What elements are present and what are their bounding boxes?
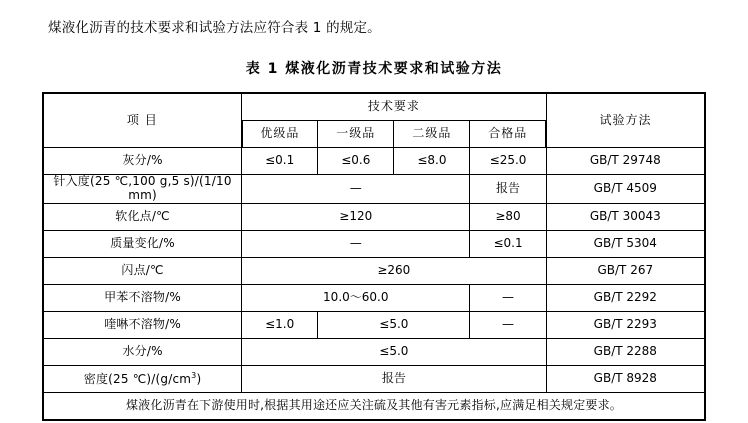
row-value-cell: — [242, 175, 470, 204]
row-test-method: GB/T 2288 [546, 338, 705, 365]
row-test-method: GB/T 4509 [546, 175, 705, 204]
row-test-method: GB/T 2293 [546, 311, 705, 338]
table-row [43, 365, 705, 392]
row-item-label: 密度(25 $℃)/(g/cm^3)$ [43, 365, 242, 392]
header-tech-requirements: 技术要求 [242, 93, 547, 121]
row-value-cell: ≥120 [242, 203, 470, 230]
row-item-label: 质量变化/% [43, 230, 242, 257]
row-value-cell: ≤0.1 [470, 230, 546, 257]
table-footnote: 煤液化沥青在下游使用时,根据其用途还应关注硫及其他有害元素指标,应满足相关规定要求。 [43, 392, 705, 420]
row-test-method: GB/T 267 [546, 257, 705, 284]
row-value-cell: ≤0.1 [242, 148, 318, 175]
row-value-cell: 报告 [470, 175, 546, 204]
row-value-cell: ≤8.0 [394, 148, 470, 175]
table-footnote-row [43, 392, 705, 420]
table-row [43, 230, 705, 257]
table-row [43, 203, 705, 230]
row-item-label: 闪点/℃ [43, 257, 242, 284]
row-item-label: 软化点/℃ [43, 203, 242, 230]
row-value-cell: ≤5.0 [318, 311, 470, 338]
row-value-cell: — [242, 230, 470, 257]
row-item-label: 水分/% [43, 338, 242, 365]
table-caption: 表 1 煤液化沥青技术要求和试验方法 [245, 61, 503, 78]
table-header-row-top [43, 93, 705, 121]
table-row [43, 148, 705, 175]
row-value-cell: ≤0.6 [318, 148, 394, 175]
row-test-method: GB/T 8928 [546, 365, 705, 392]
header-grade-2: 二级品 [394, 121, 470, 148]
row-value-cell: ≤25.0 [470, 148, 546, 175]
spec-table [42, 92, 706, 421]
row-item-label: 甲苯不溶物/% [43, 284, 242, 311]
table-row [43, 175, 705, 204]
row-value-cell: ≥80 [470, 203, 546, 230]
intro-paragraph: 煤液化沥青的技术要求和试验方法应符合表 1 的规定。 [48, 20, 381, 36]
row-value-cell: — [470, 284, 546, 311]
header-grade-0: 优级品 [242, 121, 318, 148]
row-value-cell: — [470, 311, 546, 338]
header-grade-1: 一级品 [318, 121, 394, 148]
row-test-method: GB/T 5304 [546, 230, 705, 257]
row-value-cell: ≥260 [242, 257, 547, 284]
header-test-method: 试验方法 [546, 93, 705, 148]
header-grade-3: 合格品 [470, 121, 546, 148]
row-value-cell: 报告 [242, 365, 547, 392]
table-row [43, 311, 705, 338]
row-value-cell: 10.0～60.0 [242, 284, 470, 311]
row-value-cell: ≤5.0 [242, 338, 547, 365]
header-item: 项 目 [43, 93, 242, 148]
row-item-label: 灰分/% [43, 148, 242, 175]
table-row [43, 257, 705, 284]
row-value-cell: ≤1.0 [242, 311, 318, 338]
row-item-label: 针入度(25 ℃,100 g,5 s)/(1/10 mm) [43, 175, 242, 204]
row-test-method: GB/T 29748 [546, 148, 705, 175]
row-item-label: 喹啉不溶物/% [43, 311, 242, 338]
table-row [43, 284, 705, 311]
table-row [43, 338, 705, 365]
row-test-method: GB/T 2292 [546, 284, 705, 311]
row-test-method: GB/T 30043 [546, 203, 705, 230]
